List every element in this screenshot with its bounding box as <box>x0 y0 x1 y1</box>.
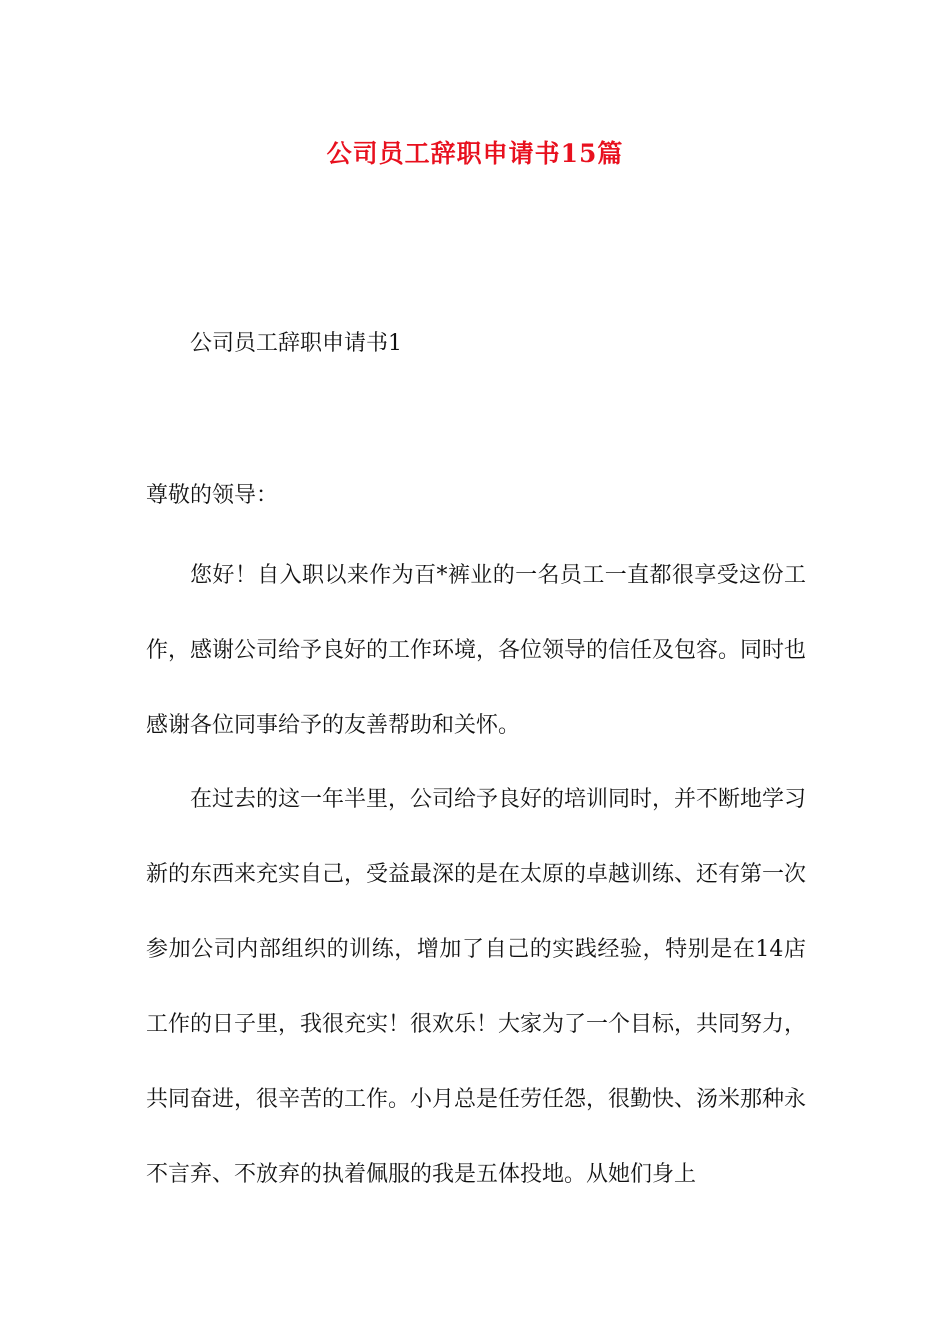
document-title: 公司员工辞职申请书15篇 <box>326 139 624 168</box>
salutation: 尊敬的领导： <box>146 483 279 508</box>
paragraph-block <box>146 538 806 763</box>
paragraph-block <box>146 762 806 1212</box>
section-heading: 公司员工辞职申请书1 <box>190 331 402 356</box>
body-paragraph: 您好！自入职以来作为百*裤业的一名员工一直都很享受这份工作，感谢公司给予良好的工作环境，各位领导的信任及包容。同时也感谢各位同事给予的友善帮助和关怀。 <box>146 563 807 738</box>
body-paragraph: 在过去的这一年半里，公司给予良好的培训同时，并不断地学习新的东西来充实自己，受益最深的是在太原的卓越训练、还有第一次参加公司内部组织的训练，增加了自己的实践经验，特别是在14店工作的日子里，我很充实！很欢乐！大家为了一个目标，共同努力，共同奋进，很辛苦的工作。小月总是任劳任怨，很勤快、汤米那种永不言弃、不放弃的执着佩服的我是五体投地。从她们身上 <box>146 787 807 1187</box>
